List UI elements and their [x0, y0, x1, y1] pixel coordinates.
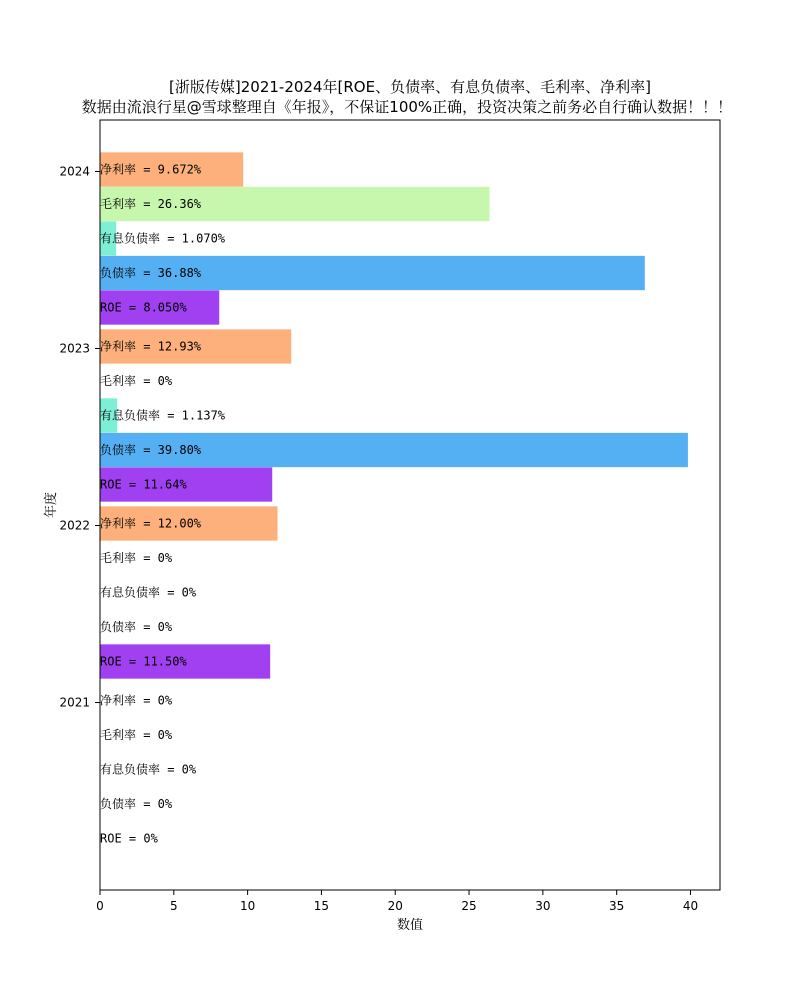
bar-label-2023-1: 负债率 = 39.80%	[100, 443, 202, 457]
bar-label-2023-2: 有息负债率 = 1.137%	[100, 408, 226, 423]
y-tick-label-2021: 2021	[59, 695, 90, 710]
bar-label-2024-1: 负债率 = 36.88%	[100, 266, 202, 280]
bar-label-2021-3: 毛利率 = 0%	[100, 728, 173, 742]
y-tick-label-2023: 2023	[59, 341, 90, 356]
x-tick-label: 0	[96, 899, 104, 913]
x-tick-label: 20	[387, 899, 403, 913]
y-tick-label-2022: 2022	[59, 518, 90, 533]
chart-subtitle: 数据由流浪行星@雪球整理自《年报》，不保证100%正确，投资决策之前务必自行确认数据！！！	[81, 98, 733, 116]
x-tick-label: 30	[535, 899, 551, 913]
bar-label-2022-3: 毛利率 = 0%	[100, 551, 173, 565]
x-axis	[96, 890, 698, 913]
y-tick-label-2024: 2024	[59, 164, 90, 179]
bar-label-2022-1: 负债率 = 0%	[100, 620, 173, 634]
bar-label-2023-3: 毛利率 = 0%	[100, 374, 173, 388]
bar-label-2024-2: 有息负债率 = 1.070%	[100, 231, 226, 246]
x-tick-label: 15	[313, 899, 330, 913]
bar-label-2021-2: 有息负债率 = 0%	[100, 762, 197, 777]
x-tick-label: 40	[682, 899, 699, 913]
bar-label-2021-1: 负债率 = 0%	[100, 797, 173, 811]
x-tick-label: 35	[609, 899, 625, 913]
chart-title: [浙版传媒]2021-2024年[ROE、负债率、有息负债率、毛利率、净利率]	[169, 78, 651, 96]
x-tick-label: 25	[461, 899, 477, 913]
bar-label-2022-0: ROE = 11.50%	[100, 654, 187, 669]
y-axis	[59, 165, 100, 710]
bar-label-2023-0: ROE = 11.64%	[100, 477, 187, 492]
bar-label-2024-0: ROE = 8.050%	[100, 300, 187, 315]
bar-label-2022-4: 净利率 = 12.00%	[100, 516, 202, 531]
bar-label-2023-4: 净利率 = 12.93%	[100, 339, 202, 354]
bar-label-2024-4: 净利率 = 9.672%	[100, 162, 202, 177]
x-tick-label: 5	[169, 899, 178, 913]
bar-label-2022-2: 有息负债率 = 0%	[100, 585, 197, 600]
y-axis-label: 年度	[44, 491, 59, 519]
x-tick-label: 10	[239, 899, 256, 913]
bar-label-2021-0: ROE = 0%	[100, 831, 158, 846]
bar-label-2021-4: 净利率 = 0%	[100, 693, 173, 708]
bar-label-2024-3: 毛利率 = 26.36%	[100, 197, 202, 211]
x-axis-label: 数值	[396, 918, 424, 933]
